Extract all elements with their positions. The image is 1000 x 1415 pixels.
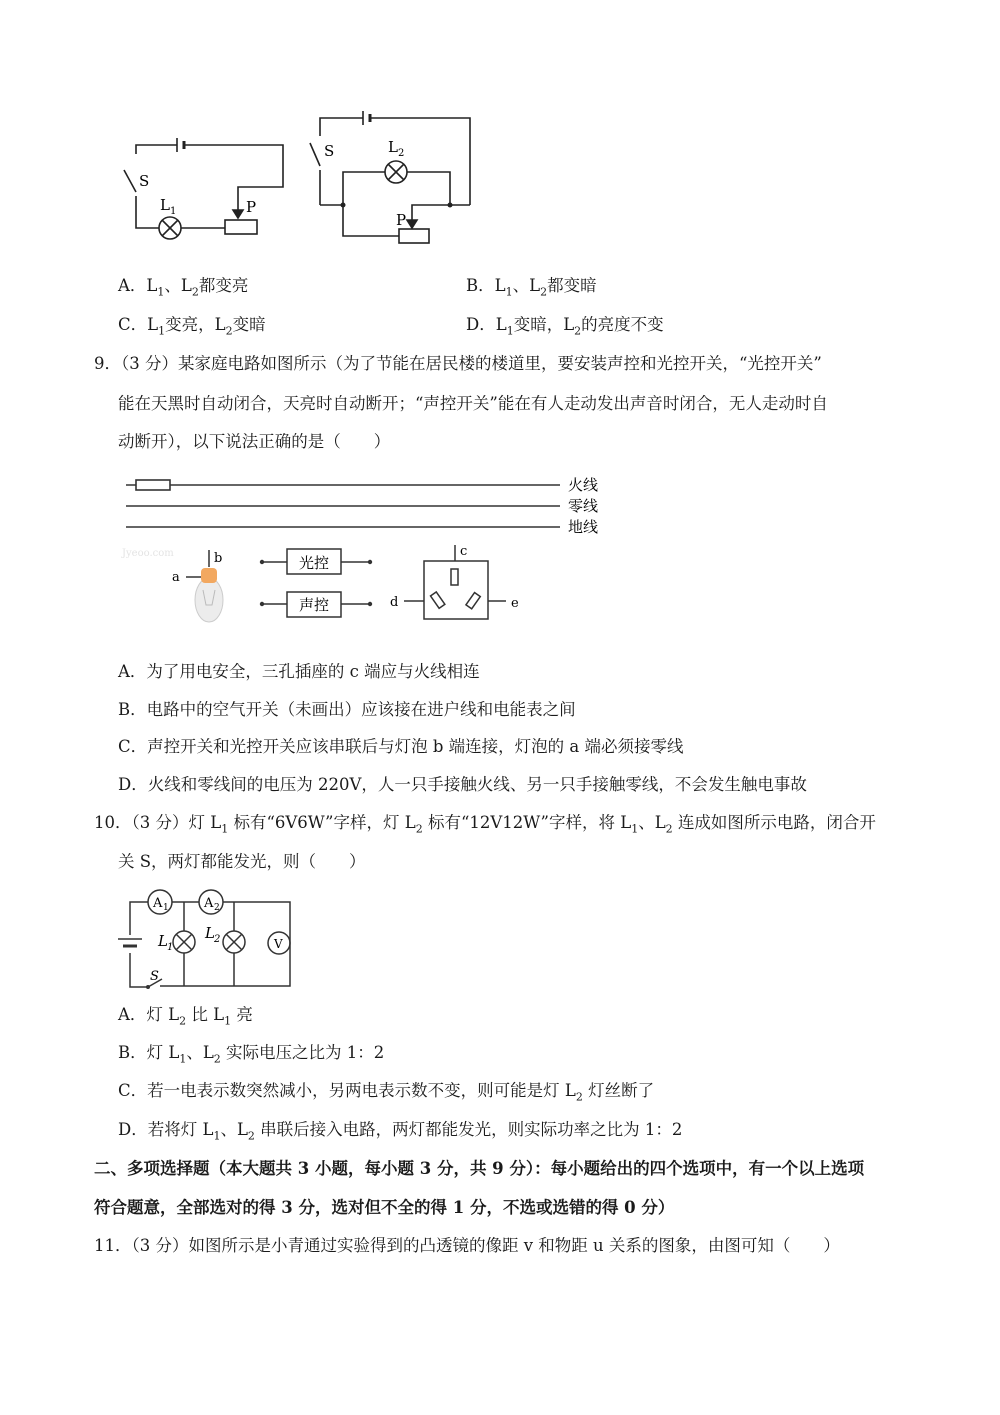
subscript: 2 xyxy=(574,324,582,338)
subscript: 2 xyxy=(575,1090,583,1104)
q8-fig1-switch-label: S xyxy=(139,172,150,190)
text-run: 、L xyxy=(186,1043,214,1062)
subscript: 1 xyxy=(224,1014,232,1028)
text-run: 10．（3 分）灯 L xyxy=(94,813,222,832)
text-run: 都变亮 xyxy=(198,276,249,295)
section-2-heading-line-1: 二、多项选择题（本大题共 3 小题，每小题 3 分，共 9 分）：每小题给出的四个选项中，有一个以上选项 xyxy=(94,1159,865,1178)
q10-ammeter-a1-label: A xyxy=(153,896,163,911)
text-run: 实际电压之比为 1：2 xyxy=(220,1043,385,1062)
q10-option-d xyxy=(118,1120,682,1146)
subscript: 2 xyxy=(540,285,548,299)
text-run: 、L xyxy=(638,813,666,832)
text-run: 都变暗 xyxy=(547,276,597,295)
text-run: 灯丝断了 xyxy=(582,1081,655,1100)
q10-lamp-l1-sub: 1 xyxy=(167,942,174,953)
q9-label-d: d xyxy=(390,595,399,610)
q9-label-a: a xyxy=(172,570,180,585)
text-run: 、L xyxy=(164,276,192,295)
subscript: 1 xyxy=(157,285,165,299)
text-run: 比 L xyxy=(186,1005,225,1024)
q11-stem: 11．（3 分）如图所示是小青通过实验得到的凸透镜的像距 v 和物距 u 关系的图象，由图可知（ ） xyxy=(94,1236,840,1255)
text-run: 、L xyxy=(512,276,541,295)
q9-label-e: e xyxy=(511,596,519,611)
q9-option-a: A．为了用电安全，三孔插座的 c 端应与火线相连 xyxy=(118,662,480,681)
option-letter: B． xyxy=(466,276,495,295)
q9-watermark: Jyeoo.com xyxy=(122,548,174,559)
q9-label-c: c xyxy=(460,544,468,559)
text-run: L xyxy=(146,276,158,295)
subscript: 1 xyxy=(158,324,166,338)
q10-lamp-l2-sub: 2 xyxy=(214,934,221,945)
text-run: 变暗，L xyxy=(513,315,575,334)
text-run: 变亮，L xyxy=(165,315,226,334)
q9-sound-switch-label: 声控 xyxy=(298,596,330,614)
q9-ground-wire-label: 地线 xyxy=(568,518,599,536)
text-run: 串联后接入电路，两灯都能发光，则实际功率之比为 1：2 xyxy=(254,1120,683,1139)
q8-fig2-slider-label: P xyxy=(396,211,407,229)
text-run: L xyxy=(147,315,159,334)
q8-fig2-switch-label: S xyxy=(324,142,335,160)
q10-switch-label: S xyxy=(150,969,159,984)
q10-lamp-l2-label: L xyxy=(205,924,215,942)
q9-neutral-wire-label: 零线 xyxy=(568,497,599,515)
subscript: 2 xyxy=(225,324,233,338)
q10-ammeter-a2-sub: 2 xyxy=(214,903,220,913)
text-run: 亮 xyxy=(231,1005,253,1024)
text-run: 变暗 xyxy=(232,315,266,334)
subscript: 2 xyxy=(213,1052,221,1066)
q9-light-switch-label: 光控 xyxy=(298,554,330,572)
subscript: 2 xyxy=(247,1129,255,1143)
q8-fig2-lamp-label: L xyxy=(388,138,398,156)
q8-fig1-lamp-sub: 1 xyxy=(170,206,177,217)
section-2-heading-line-2: 符合题意，全部选对的得 3 分，选对但不全的得 1 分，不选或选错的得 0 分） xyxy=(94,1198,675,1217)
text-run: D．若将灯 L xyxy=(118,1120,214,1139)
q10-stem-line-2: 关 S，两灯都能发光，则（ ） xyxy=(118,852,366,871)
subscript: 2 xyxy=(415,822,423,836)
q10-voltmeter-label: V xyxy=(274,937,283,951)
subscript: 1 xyxy=(179,1052,187,1066)
q9-option-d: D．火线和零线间的电压为 220V，人一只手接触火线、另一只手接触零线，不会发生触电事故 xyxy=(118,775,807,794)
q8-fig2-lamp-sub: 2 xyxy=(398,148,405,159)
text-run: 、L xyxy=(220,1120,248,1139)
q10-ammeter-a2-label: A xyxy=(204,896,214,911)
subscript: 1 xyxy=(631,822,639,836)
q9-option-b: B．电路中的空气开关（未画出）应该接在进户线和电能表之间 xyxy=(118,700,576,719)
q9-stem-line-2: 能在天黑时自动闭合，天亮时自动断开；“声控开关”能在有人走动发出声音时闭合，无人走动时自 xyxy=(118,394,828,413)
subscript: 2 xyxy=(665,822,673,836)
q9-label-b: b xyxy=(214,551,223,566)
q10-option-c xyxy=(118,1081,654,1107)
q9-option-c: C．声控开关和光控开关应该串联后与灯泡 b 端连接，灯泡的 a 端必须接零线 xyxy=(118,737,684,756)
subscript: 1 xyxy=(506,324,514,338)
text-run: 标有“12V12W”字样，将 L xyxy=(422,813,632,832)
q9-stem-line-1: 9．（3 分）某家庭电路如图所示（为了节能在居民楼的楼道里，要安装声控和光控开关，“光控开关” xyxy=(94,354,822,373)
option-letter: C． xyxy=(118,315,148,334)
subscript: 1 xyxy=(221,822,229,836)
q10-ammeter-a1-sub: 1 xyxy=(163,903,169,913)
text-run: A．灯 L xyxy=(118,1005,180,1024)
subscript: 1 xyxy=(213,1129,221,1143)
text-run: 连成如图所示电路，闭合开 xyxy=(672,813,876,832)
q10-option-b xyxy=(118,1043,384,1069)
text-run: 标有“6V6W”字样，灯 L xyxy=(228,813,416,832)
subscript: 2 xyxy=(191,285,199,299)
subscript: 2 xyxy=(179,1014,187,1028)
q8-fig1-lamp-label: L xyxy=(160,196,170,214)
option-letter: D． xyxy=(466,315,496,334)
text-run: B．灯 L xyxy=(118,1043,180,1062)
text-run: C．若一电表示数突然减小，另两电表示数不变，则可能是灯 L xyxy=(118,1081,576,1100)
text-run: L xyxy=(495,315,507,334)
q9-stem-line-3: 动断开），以下说法正确的是（ ） xyxy=(118,432,391,451)
q9-live-wire-label: 火线 xyxy=(568,476,599,494)
subscript: 1 xyxy=(505,285,513,299)
q8-fig1-slider-label: P xyxy=(246,198,257,216)
text-run: 的亮度不变 xyxy=(581,315,664,334)
q10-option-a xyxy=(118,1005,253,1031)
q10-lamp-l1-label: L xyxy=(158,932,168,950)
text-run: L xyxy=(494,276,506,295)
option-letter: A． xyxy=(118,276,147,295)
